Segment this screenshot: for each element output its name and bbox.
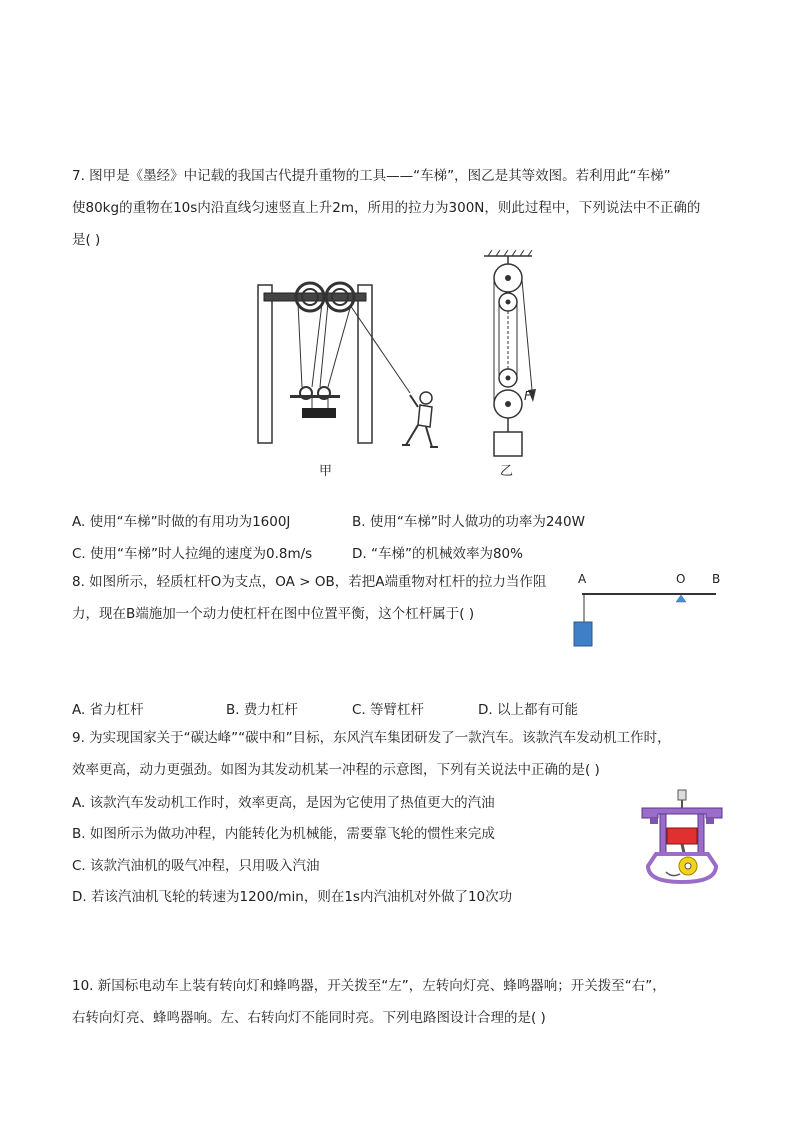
q8-line-1: 8. 如图所示，轻质杠杆O为支点，OA > OB，若把A端重物对杠杆的拉力当作阻 <box>72 574 547 590</box>
lever-label-a: A <box>578 572 587 586</box>
lever-label-b: B <box>712 572 721 586</box>
q9-option-d[interactable]: D. 若该汽油机飞轮的转速为1200/min，则在1s内汽油机对外做了10次功 <box>72 889 513 905</box>
question-10 <box>72 970 722 1034</box>
figure-jia-chain-ladder <box>250 275 450 465</box>
lever-label-o: O <box>676 572 686 586</box>
q7-option-c[interactable]: C. 使用“车梯”时人拉绳的速度为0.8m/s <box>72 546 313 562</box>
q9-option-c[interactable]: C. 该款汽油机的吸气冲程，只用吸入汽油 <box>72 858 320 874</box>
q8-option-c[interactable]: C. 等臂杠杆 <box>352 702 425 718</box>
q10-line-1: 10. 新国标电动车上装有转向灯和蜂鸣器，开关拨至“左”，左转向灯亮、蜂鸣器响；开关拨至“右”， <box>72 978 666 994</box>
figure-engine-stroke <box>636 786 732 886</box>
q7-option-a[interactable]: A. 使用“车梯”时做的有用功为1600J <box>72 514 291 530</box>
figure-jia-label: 甲 <box>319 464 333 479</box>
q8-option-d[interactable]: D. 以上都有可能 <box>478 702 578 718</box>
force-label: F <box>524 389 531 403</box>
question-8 <box>72 566 562 630</box>
figure-yi-label: 乙 <box>500 464 514 479</box>
q10-line-2: 右转向灯亮、蜂鸣器响。左、右转向灯不能同时亮。下列电路图设计合理的是( ) <box>72 1010 546 1026</box>
q9-line-1: 9. 为实现国家关于“碳达峰”“碳中和”目标，东风汽车集团研发了一款汽车。该款汽车发动机工作时， <box>72 730 671 746</box>
q8-option-a[interactable]: A. 省力杠杆 <box>72 702 144 718</box>
q7-option-d[interactable]: D. “车梯”的机械效率为80% <box>352 546 523 562</box>
q7-line-2: 使80kg的重物在10s内沿直线匀速竖直上升2m，所用的拉力为300N，则此过程中，下列说法中不正确的 <box>72 200 701 216</box>
question-7 <box>72 160 722 256</box>
q7-line-1: 7. 图甲是《墨经》中记载的我国古代提升重物的工具——“车梯”，图乙是其等效图。若利用此“车梯” <box>72 168 671 184</box>
figure-lever <box>568 570 728 652</box>
q8-line-2: 力，现在B端施加一个动力使杠杆在图中位置平衡，这个杠杆属于( ) <box>72 606 475 622</box>
q9-option-b[interactable]: B. 如图所示为做功冲程，内能转化为机械能，需要靠飞轮的惯性来完成 <box>72 826 495 842</box>
q8-option-b[interactable]: B. 费力杠杆 <box>226 702 298 718</box>
question-9 <box>72 722 722 786</box>
q9-option-a[interactable]: A. 该款汽车发动机工作时，效率更高，是因为它使用了热值更大的汽油 <box>72 795 495 811</box>
figure-yi-pulley-system <box>470 250 550 462</box>
q7-line-3: 是( ) <box>72 232 101 248</box>
q7-option-b[interactable]: B. 使用“车梯”时人做功的功率为240W <box>352 514 585 530</box>
q9-line-2: 效率更高，动力更强劲。如图为其发动机某一冲程的示意图，下列有关说法中正确的是( ) <box>72 762 600 778</box>
